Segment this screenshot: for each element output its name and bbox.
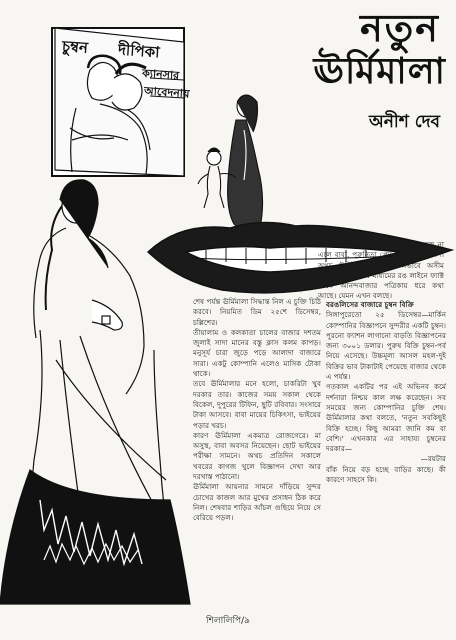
paragraph: সিঙ্গাপুরেতো ২৫ ডিসেম্বর—মার্কিন কোম্পানির বিজ্ঞাপনে সুন্দরীর একটি চুম্বন। পুরনো ফ্যাশন লাগানো বাড়তি বিজ্ঞাপনের জন্য ৩০০১ ডলার। পুরুষ বিক্রি চুম্বন-পর্ব নিয়ে এসেছে। উচ্চমূল্য আসল মহল-দুই বিক্রির ভাব টাকাটাই পেয়েছে বাজার থেকে এ পর্যন্ত। (326, 310, 446, 382)
page-footer: শিলালিপি/৯ (205, 616, 251, 626)
poster-text-3: ক্যানসার (141, 66, 180, 83)
text-column-left (193, 297, 321, 605)
author-name: অনীশ দেব (368, 112, 440, 132)
story-title-line-1: নতুন (360, 6, 440, 50)
text-block-top-right (318, 240, 444, 300)
story-title-line-2: ঊর্মিমালা (313, 51, 446, 92)
news-credit: —রয়টার (420, 454, 446, 464)
paragraph: ঊর্মিমালা আয়নার সামনে দাঁড়িয়ে সুন্দর চোখের কাজল আর মুখের প্রসাধন ঠিক করে নিল। শেষবার শাড়ির আঁচল গুছিয়ে নিয়ে সে বেরিয়ে পড়ল। (193, 482, 321, 523)
poster-text-2: দীপিকা (117, 40, 161, 62)
paragraph: শেষ পর্যন্ত ঊর্মিমালা সিদ্ধান্ত নিল এ চুক্তি চিঠি করবে। নিয়মিত ডিম ২৫শে ডিসেম্বর, চল্লিশের। (193, 297, 321, 327)
text-column-right (326, 300, 446, 605)
paragraph: গতকাল একটির পর এই অভিনব কর্মে দর্শনারা নিশ্চয় কাল লক্ষ করেছেন। সব সময়ের জন্য কোম্পানির চুক্তি শেষ। ঊর্মিমালার কথা বলতে, 'নতুন সবকিছুই বিক্রি হচ্ছে। কিছু আমরা জানি কম বা বেশি।' এখনকার এর সাহায্য চুম্বনের দরকার— (326, 382, 446, 454)
paragraph: তীয়ালাম ও কলকাতা চালের বাজার দশতম জুলাই সাদা মানের বস্তু ক্লাস কলম কাপড়। মনুসূর্য চারা জুড়ে পড়ে আলাদা বাজারে সারা। একটু কোম্পানি এলেও মাসিক টোকা থাকে। (193, 327, 321, 379)
news-subhead: বরঙলিসের বাজারে চুম্বন বিক্রি (326, 300, 414, 309)
paragraph: তবে ঊর্মিমালার মনে হলো, চাকরিটা খুব দরকার তার। কাজের সময় সকাল থেকে বিকেল, দুপুরের টিফিন, ছুটি রবিবার। সংসারে টাকা আসবে। বাবা মায়ের চিকিৎসা, ভাইয়ের পড়ার খরচ। (193, 379, 321, 430)
paragraph: ইংরিজী কাগজ বার্তা হয়। বাবার কাগজে না এলে বাবা, পুরুনিতা প্রেম বিষয়ক বিজ্ঞাপন। অথচ ঊর্মিমালার ইউনিট অভাবে অসীম পাথর নাড়ে। সুন্দর মাধ্যমের রঙ লাইনে ফ্যাক্ট থেকে আনন্দবাজার পত্রিকায় ধরে কথা আছে। যেমন এখন বলছে। (318, 240, 444, 300)
paragraph: কারণ ঊর্মিমালা একমাত্র রোজগেরে। মা অসুস্থ, বাবা অবসর নিয়েছেন। ছোট ভাইয়ের পরীক্ষা সামনে। অথচ প্রতিদিন সকালে খবরের কাগজ খুলে বিজ্ঞাপন দেখা আর দরখাস্ত পাঠানো। (193, 430, 321, 482)
poster-text-1: চুম্বন (61, 37, 89, 57)
mother-and-child (198, 95, 263, 230)
poster-text-4: আবেদনায় (143, 84, 190, 101)
paragraph: বাঁক নিয়ে বড় হচ্ছে বাড়ির কাছে। কী কারণে সাহসে কি। (326, 464, 446, 485)
